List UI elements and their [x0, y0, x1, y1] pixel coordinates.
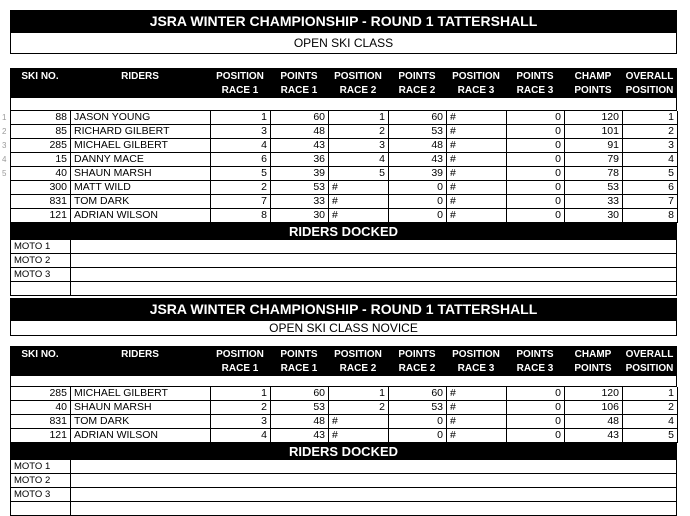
- moto-label: [11, 282, 71, 296]
- table-cell: 88: [11, 111, 71, 125]
- table-cell: 53: [389, 125, 447, 139]
- section-title: JSRA WINTER CHAMPIONSHIP - ROUND 1 TATTERSHALL: [10, 10, 677, 32]
- rider-name: MATT WILD: [71, 181, 211, 195]
- table-cell: 3: [211, 415, 271, 429]
- moto-value: [71, 282, 677, 296]
- section-gap: [10, 54, 677, 68]
- moto-list: [10, 460, 677, 516]
- header-overall: OVERALL POSITION: [625, 71, 674, 96]
- table-cell: #: [447, 167, 507, 181]
- header-pts_r2: POINTS RACE 2: [398, 349, 436, 374]
- class-name: OPEN SKI CLASS: [10, 32, 677, 54]
- table-cell: 1: [329, 111, 389, 125]
- header-pts_r3: POINTS RACE 3: [516, 71, 554, 96]
- table-cell: 39: [271, 167, 329, 181]
- table-cell: 39: [389, 167, 447, 181]
- table-cell: 0: [507, 167, 565, 181]
- header-ski-no: SKI NO.: [21, 71, 59, 82]
- table-cell: 53: [271, 401, 329, 415]
- table-cell: 5: [329, 167, 389, 181]
- table-cell: 8: [211, 209, 271, 223]
- rider-name: RICHARD GILBERT: [71, 125, 211, 139]
- section-title: JSRA WINTER CHAMPIONSHIP - ROUND 1 TATTERSHALL: [10, 298, 677, 320]
- riders-docked-header: RIDERS DOCKED: [10, 223, 677, 240]
- table-cell: 33: [271, 195, 329, 209]
- table-cell: #: [447, 401, 507, 415]
- column-header-row: [10, 346, 677, 376]
- table-cell: 6: [623, 181, 678, 195]
- moto-value: [71, 240, 677, 254]
- table-cell: 48: [565, 415, 623, 429]
- table-cell: 43: [271, 429, 329, 443]
- header-pts_r1: POINTS RACE 1: [280, 349, 318, 374]
- results-sheet: [10, 10, 677, 516]
- header-champ: CHAMP POINTS: [574, 349, 612, 374]
- header-spacer: [10, 98, 677, 110]
- table-cell: 120: [565, 387, 623, 401]
- table-cell: #: [329, 429, 389, 443]
- rider-name: TOM DARK: [71, 415, 211, 429]
- table-cell: 0: [507, 195, 565, 209]
- class-name: OPEN SKI CLASS NOVICE: [10, 320, 677, 336]
- table-cell: 0: [507, 429, 565, 443]
- section-gap: [10, 336, 677, 346]
- table-cell: 2: [623, 401, 678, 415]
- table-cell: 43: [389, 153, 447, 167]
- table-cell: #: [447, 125, 507, 139]
- table-cell: 60: [389, 111, 447, 125]
- header-pos_r1: POSITION RACE 1: [216, 71, 264, 96]
- table-cell: 48: [271, 415, 329, 429]
- moto-list: [10, 240, 677, 296]
- table-cell: #: [447, 111, 507, 125]
- table-cell: #: [447, 209, 507, 223]
- table-cell: 0: [507, 401, 565, 415]
- moto-label: [11, 502, 71, 516]
- header-champ: CHAMP POINTS: [574, 71, 612, 96]
- table-cell: 0: [389, 415, 447, 429]
- table-cell: 4: [623, 153, 678, 167]
- table-cell: 40: [11, 401, 71, 415]
- moto-value: [71, 502, 677, 516]
- header-pos_r2: POSITION RACE 2: [334, 349, 382, 374]
- table-cell: 30: [271, 209, 329, 223]
- header-ski-no: SKI NO.: [21, 349, 59, 360]
- table-cell: #: [329, 195, 389, 209]
- table-cell: #: [447, 181, 507, 195]
- table-cell: 4: [211, 139, 271, 153]
- table-cell: 48: [389, 139, 447, 153]
- results-section: [10, 298, 677, 516]
- header-riders: RIDERS: [121, 349, 159, 360]
- table-cell: 120: [565, 111, 623, 125]
- row-number: 1: [2, 113, 7, 122]
- table-cell: 3: [329, 139, 389, 153]
- table-cell: 2: [211, 401, 271, 415]
- table-cell: 15: [11, 153, 71, 167]
- table-cell: 2: [329, 401, 389, 415]
- table-cell: 79: [565, 153, 623, 167]
- moto-value: [71, 254, 677, 268]
- row-number: 2: [2, 127, 7, 136]
- header-pos_r2: POSITION RACE 2: [334, 71, 382, 96]
- table-cell: 5: [623, 167, 678, 181]
- table-cell: 2: [623, 125, 678, 139]
- table-cell: 1: [211, 387, 271, 401]
- rider-name: TOM DARK: [71, 195, 211, 209]
- table-cell: 0: [507, 415, 565, 429]
- table-cell: 285: [11, 387, 71, 401]
- table-cell: #: [447, 153, 507, 167]
- riders-docked-header: RIDERS DOCKED: [10, 443, 677, 460]
- table-cell: 3: [623, 139, 678, 153]
- table-cell: 2: [329, 125, 389, 139]
- results-table: [10, 110, 677, 223]
- moto-label: MOTO 3: [11, 268, 71, 282]
- table-cell: 0: [507, 209, 565, 223]
- rider-name: SHAUN MARSH: [71, 401, 211, 415]
- column-header-row: [10, 68, 677, 98]
- table-cell: 0: [507, 387, 565, 401]
- table-cell: 43: [565, 429, 623, 443]
- table-cell: 285: [11, 139, 71, 153]
- table-cell: 121: [11, 429, 71, 443]
- table-cell: 0: [507, 153, 565, 167]
- table-cell: 60: [389, 387, 447, 401]
- table-cell: 43: [271, 139, 329, 153]
- table-cell: 5: [211, 167, 271, 181]
- table-cell: #: [447, 415, 507, 429]
- table-cell: 121: [11, 209, 71, 223]
- table-cell: 60: [271, 111, 329, 125]
- row-number: 5: [2, 169, 7, 178]
- table-cell: #: [447, 139, 507, 153]
- table-cell: 0: [389, 429, 447, 443]
- table-cell: #: [447, 387, 507, 401]
- table-cell: 0: [507, 181, 565, 195]
- table-cell: 0: [507, 111, 565, 125]
- table-cell: 1: [329, 387, 389, 401]
- table-cell: 1: [623, 387, 678, 401]
- moto-label: MOTO 2: [11, 474, 71, 488]
- header-pos_r3: POSITION RACE 3: [452, 71, 500, 96]
- rider-name: MICHAEL GILBERT: [71, 139, 211, 153]
- moto-label: MOTO 2: [11, 254, 71, 268]
- table-cell: 0: [389, 181, 447, 195]
- moto-value: [71, 460, 677, 474]
- table-cell: #: [329, 209, 389, 223]
- table-cell: 7: [211, 195, 271, 209]
- table-cell: 30: [565, 209, 623, 223]
- table-cell: 33: [565, 195, 623, 209]
- rider-name: ADRIAN WILSON: [71, 209, 211, 223]
- header-pts_r3: POINTS RACE 3: [516, 349, 554, 374]
- results-section: [10, 10, 677, 296]
- table-cell: 4: [329, 153, 389, 167]
- table-cell: 0: [389, 195, 447, 209]
- table-cell: 831: [11, 195, 71, 209]
- table-cell: 48: [271, 125, 329, 139]
- table-cell: 2: [211, 181, 271, 195]
- moto-value: [71, 268, 677, 282]
- table-cell: 106: [565, 401, 623, 415]
- moto-label: MOTO 1: [11, 240, 71, 254]
- table-cell: 5: [623, 429, 678, 443]
- table-cell: 53: [389, 401, 447, 415]
- moto-value: [71, 474, 677, 488]
- rider-name: JASON YOUNG: [71, 111, 211, 125]
- table-cell: 831: [11, 415, 71, 429]
- header-spacer: [10, 376, 677, 386]
- header-overall: OVERALL POSITION: [625, 349, 674, 374]
- table-cell: 91: [565, 139, 623, 153]
- table-cell: 78: [565, 167, 623, 181]
- table-cell: 53: [565, 181, 623, 195]
- table-cell: 3: [211, 125, 271, 139]
- table-cell: 0: [507, 125, 565, 139]
- table-cell: #: [447, 429, 507, 443]
- table-cell: 53: [271, 181, 329, 195]
- rider-name: MICHAEL GILBERT: [71, 387, 211, 401]
- table-cell: #: [329, 181, 389, 195]
- moto-value: [71, 488, 677, 502]
- header-pts_r1: POINTS RACE 1: [280, 71, 318, 96]
- moto-label: MOTO 3: [11, 488, 71, 502]
- table-cell: 1: [623, 111, 678, 125]
- table-cell: 60: [271, 387, 329, 401]
- table-cell: 7: [623, 195, 678, 209]
- rider-name: DANNY MACE: [71, 153, 211, 167]
- results-table: [10, 386, 677, 443]
- table-cell: 101: [565, 125, 623, 139]
- table-cell: #: [329, 415, 389, 429]
- table-cell: 40: [11, 167, 71, 181]
- table-cell: 36: [271, 153, 329, 167]
- table-cell: 4: [211, 429, 271, 443]
- moto-label: MOTO 1: [11, 460, 71, 474]
- table-cell: 85: [11, 125, 71, 139]
- table-cell: 300: [11, 181, 71, 195]
- rider-name: ADRIAN WILSON: [71, 429, 211, 443]
- table-cell: #: [447, 195, 507, 209]
- table-cell: 4: [623, 415, 678, 429]
- row-number: 3: [2, 141, 7, 150]
- table-cell: 0: [389, 209, 447, 223]
- header-pts_r2: POINTS RACE 2: [398, 71, 436, 96]
- header-pos_r1: POSITION RACE 1: [216, 349, 264, 374]
- header-pos_r3: POSITION RACE 3: [452, 349, 500, 374]
- table-cell: 8: [623, 209, 678, 223]
- rider-name: SHAUN MARSH: [71, 167, 211, 181]
- table-cell: 6: [211, 153, 271, 167]
- header-riders: RIDERS: [121, 71, 159, 82]
- table-cell: 0: [507, 139, 565, 153]
- row-number: 4: [2, 155, 7, 164]
- table-cell: 1: [211, 111, 271, 125]
